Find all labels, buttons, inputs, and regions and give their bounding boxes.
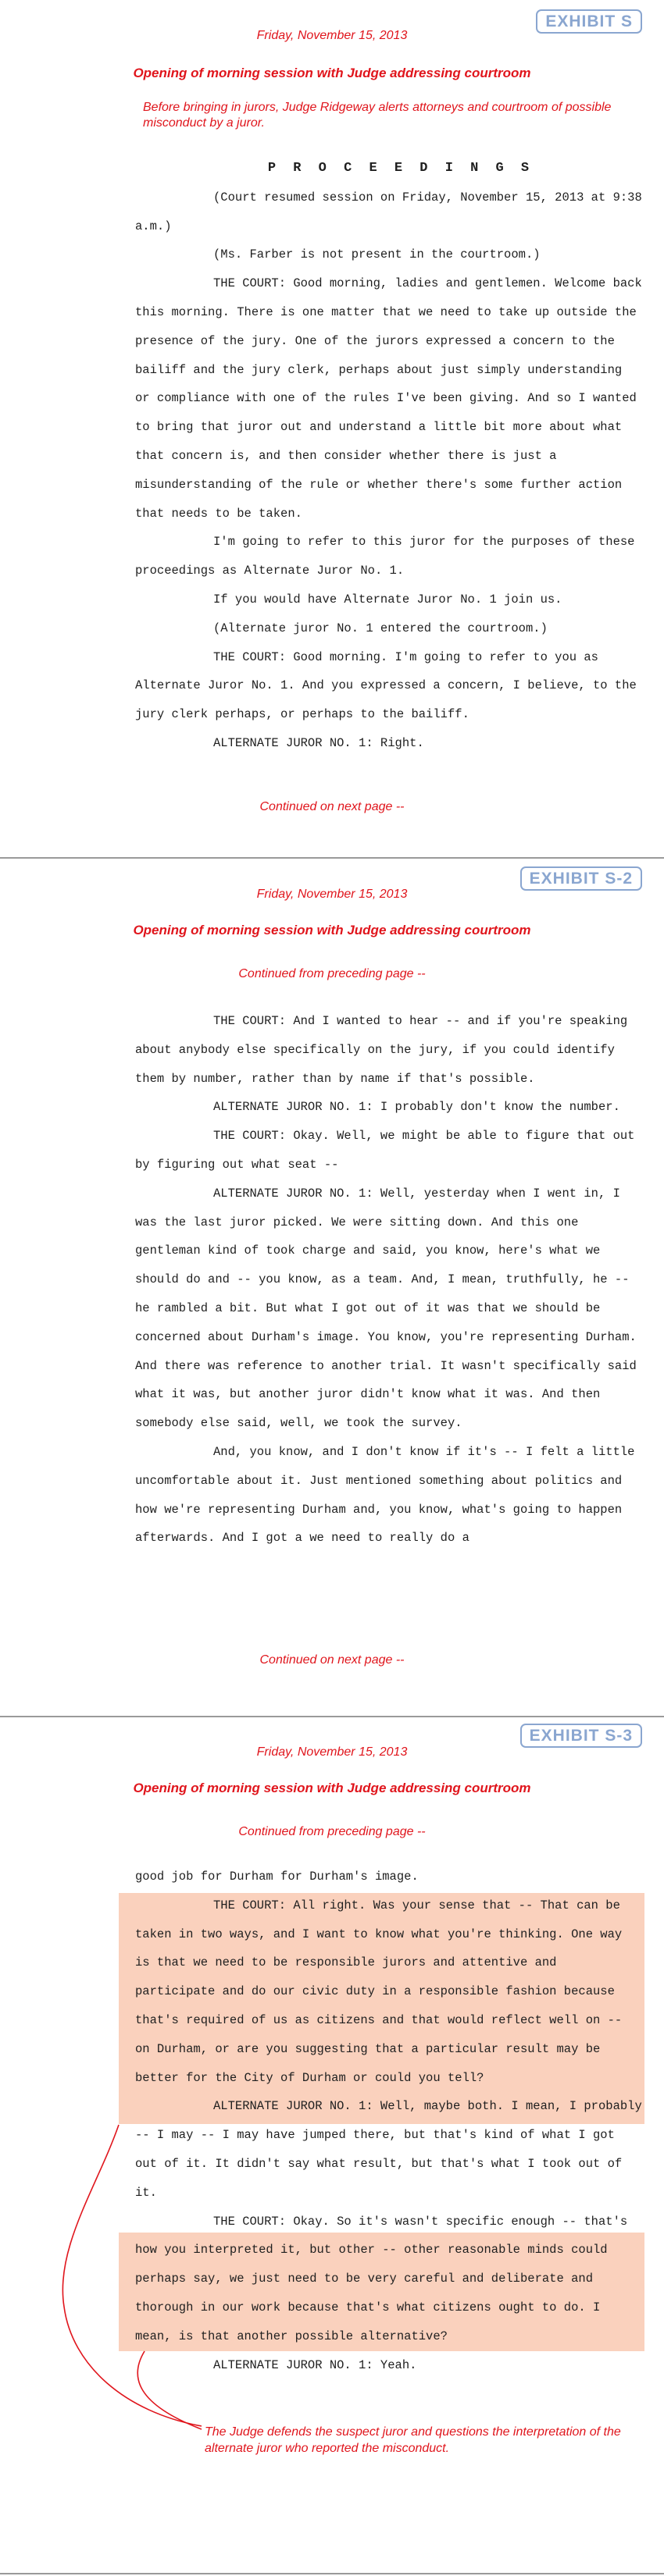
transcript-paragraph: ALTERNATE JUROR NO. 1: Well, maybe both. I mean, I probably -- I may -- I may have jumped there, but that's kind of what I got out of it. It didn't say what result, but that's what I took out of it.	[135, 2099, 642, 2200]
transcript-paragraph: ALTERNATE JUROR NO. 1: Well, yesterday when I went in, I was the last juror picked. We were sitting down. And this one gentleman kind of took charge and said, you know, here's what we should do and -- you know, as a team. And, I mean, truthfully, he -- he rambled a bit. But what I got out of it was that we should be concerned about Durham's image. You know, you're representing Durham. And there was reference to another trial. It wasn't specifically said what it was, but another juror didn't know what it was. And then somebody else said, well, we took the survey.	[135, 1186, 637, 1431]
transcript-paragraph: THE COURT: Okay. So it's wasn't specific enough -- that's how you interpreted it, but other -- other reasonable minds could perhaps say, we just need to be very careful and deliberate and thorough in our work because that's what citizens ought to do. I mean, is that another possible alternative?	[135, 2214, 628, 2343]
section-heading: Opening of morning session with Judge addressing courtroom	[133, 1781, 531, 1795]
session-date: Friday, November 15, 2013	[256, 29, 408, 42]
exhibit-stamp: EXHIBIT S	[536, 9, 642, 34]
transcript-paragraph: ALTERNATE JUROR NO. 1: I probably don't know the number.	[213, 1100, 620, 1115]
transcript-paragraph: THE COURT: All right. Was your sense that -- That can be taken in two ways, and I want to know what you're thinking. One way is that we need to be responsible jurors and attentive and participate and do our civic duty in a responsible fashion because that's required of us as citizens and that would reflect well on -- on Durham, or are you suggesting that a particular result may be better for the City of Durham or could you tell?	[135, 1898, 623, 2085]
transcript-paragraph: THE COURT: Good morning, ladies and gentlemen. Welcome back this morning. There is one matter that we need to take up outside the presence of the jury. One of the jurors expressed a concern to the bailiff and the jury clerk, perhaps about just simply understanding or compliance with one of the rules I've been giving. And so I wanted to bring that juror out and understand a little bit more about what that concern is, and then consider whether there is just a misunderstanding of the rule or whether there's some further action that needs to be taken.	[135, 276, 642, 521]
transcript-paragraph: ALTERNATE JUROR NO. 1: Right.	[213, 735, 424, 750]
transcript-paragraph: And, you know, and I don't know if it's -- I felt a little uncomfortable about it. Just mentioned something about politics and how we're representing Durham and, you know, what's going to happen afterwards. And I got a we need to really do a	[135, 1444, 635, 1546]
continued-next-note: Continued on next page --	[259, 1653, 405, 1667]
transcript-paragraph: (Alternate juror No. 1 entered the courtroom.)	[213, 621, 548, 635]
callout-annotation: The Judge defends the suspect juror and questions the interpretation of the alternate juror who reported the misconduct.	[205, 2425, 621, 2455]
transcript-paragraph: ALTERNATE JUROR NO. 1: Yeah.	[213, 2357, 417, 2372]
continued-from-note: Continued from preceding page --	[238, 1825, 426, 1838]
transcript-paragraph: THE COURT: Good morning. I'm going to refer to you as Alternate Juror No. 1. And you expressed a concern, I believe, to the jury clerk perhaps, or perhaps to the bailiff.	[135, 649, 637, 722]
transcript-paragraph: good job for Durham for Durham's image.	[135, 1870, 419, 1884]
section-heading: Opening of morning session with Judge addressing courtroom	[133, 66, 531, 80]
proceedings-title: P R O C E E D I N G S	[267, 161, 534, 176]
transcript-paragraph: THE COURT: Okay. Well, we might be able to figure that out by figuring out what seat --	[135, 1129, 635, 1172]
session-date: Friday, November 15, 2013	[256, 1745, 408, 1759]
page-separator	[0, 2573, 664, 2574]
continued-from-note: Continued from preceding page --	[238, 967, 426, 980]
continued-next-note: Continued on next page --	[259, 800, 405, 813]
intro-note: Before bringing in jurors, Judge Ridgeway alerts attorneys and courtroom of possible misconduct by a juror.	[143, 101, 612, 130]
transcript-paragraph: (Ms. Farber is not present in the courtroom.)	[213, 247, 541, 262]
section-heading: Opening of morning session with Judge addressing courtroom	[133, 923, 531, 938]
transcript-paragraph: (Court resumed session on Friday, November 15, 2013 at 9:38 a.m.)	[135, 190, 642, 233]
transcript-paragraph: If you would have Alternate Juror No. 1 join us.	[213, 592, 562, 607]
transcript-paragraph: THE COURT: And I wanted to hear -- and if you're speaking about anybody else specifically on the jury, if you could identify them by number, rather than by name if that's possible.	[135, 1014, 628, 1086]
exhibit-stamp: EXHIBIT S-3	[520, 1724, 642, 1748]
session-date: Friday, November 15, 2013	[256, 888, 408, 901]
exhibit-stamp: EXHIBIT S-2	[520, 866, 642, 891]
transcript-paragraph: I'm going to refer to this juror for the purposes of these proceedings as Alternate Juror No. 1.	[135, 535, 635, 578]
